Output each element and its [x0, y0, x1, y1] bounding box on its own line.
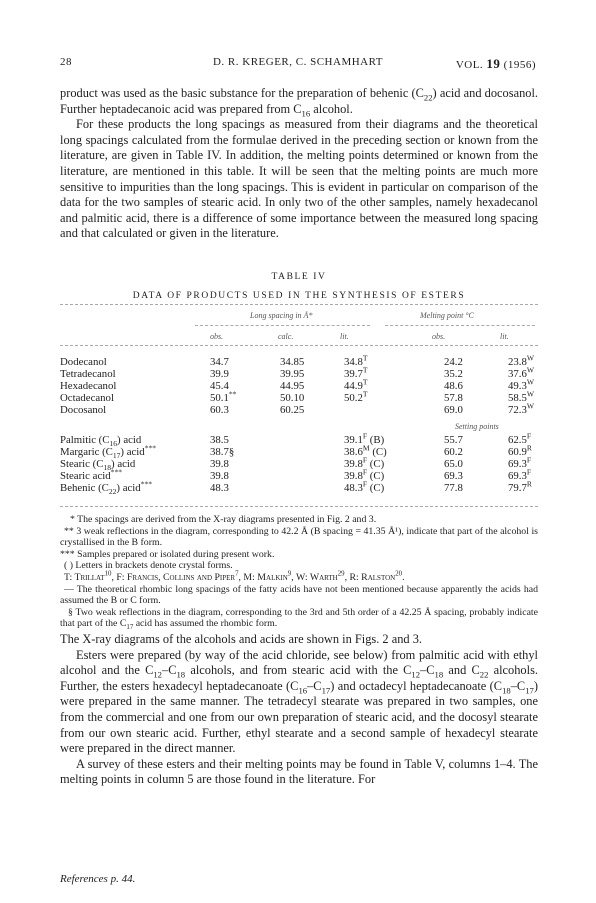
note-3: *** Samples prepared or isolated during present work. [60, 548, 275, 560]
text-span: ) acid [432, 86, 461, 100]
text-span: acid has assumed the rhombic form. [133, 618, 278, 630]
name-text: Octadecanol [60, 392, 114, 404]
cell-calc [280, 356, 304, 368]
text-span: ) were prepared in the same manner. The tetradecyl stearate was prepared in two samples, one from the commercial and one from our own preparation of stearic acid, and the docosyl stearate from our own stearic acid. Further, ethyl stearate and a second sample of hexadecyl stearate were prepared in the direct manner. [60, 678, 538, 756]
value: 69.0 [444, 404, 463, 416]
value: 34.8 [344, 356, 363, 368]
value: 39.7 [344, 368, 363, 380]
value: 48.3 [344, 482, 363, 494]
value: 60.2 [444, 446, 463, 458]
name-text: Hexadecanol [60, 380, 117, 392]
ref-marker: R [526, 479, 532, 489]
references-footer: References p. 44. [60, 873, 136, 885]
ref-sup: 20 [395, 570, 403, 578]
header-melting-point: Melting point °C [420, 311, 474, 320]
ref-marker: R [526, 443, 532, 453]
compound-name [60, 404, 106, 416]
body-text [60, 632, 538, 788]
name-text: Behenic (C [60, 482, 109, 494]
ref-marker: T [362, 377, 368, 387]
text-span: . [402, 571, 405, 583]
name-suffix: ) acid [120, 446, 145, 458]
compound-name [60, 458, 136, 473]
ref-sup: 9 [287, 570, 292, 578]
cell-obs [210, 404, 229, 416]
subscript: 17 [126, 624, 134, 632]
group-rule-melt [385, 325, 535, 326]
subscript: 22 [423, 92, 433, 103]
value: 45.4 [210, 380, 229, 392]
ref-warth: , W: Warth [291, 571, 338, 583]
table-row [60, 479, 540, 497]
text-span: alcohols. Further, the esters hexadecyl heptadecanoate (C [60, 663, 538, 693]
value: 60.9 [508, 446, 527, 458]
paragraph: For these products the long spacings as measured from their diagrams and the theoretical long spacings calculated from the formulae derived in the preceding section or known from the literature, are given in Table IV. In addition, the melting points determined or known from the literature, are mentioned in this table. It will be seen that the melting points are much more sensitive to impurities than the long spacings. This is evident in particular on comparison of the data for the two samples of stearic acid. In only two of the other samples, namely hexadecanol and palmitic acid, there is a difference of some importance between the measured long spacing and that calculated or given in the literature. [60, 117, 538, 241]
cell-obs [210, 389, 237, 404]
value: 77.8 [444, 482, 463, 494]
value: 57.8 [444, 392, 463, 404]
subscript: 12 [411, 669, 421, 680]
ref-ralston: , R: Ralston [344, 571, 396, 583]
group-rule-long [195, 325, 370, 326]
cell-obs [210, 434, 229, 446]
cell-melt-obs [444, 404, 463, 416]
table-rule-header [60, 345, 538, 346]
table-row [60, 365, 540, 380]
value: 35.2 [444, 368, 463, 380]
subscript: 17 [525, 685, 534, 696]
value: 24.2 [444, 356, 463, 368]
name-text: Margaric (C [60, 446, 113, 458]
alcohol-rows [60, 353, 540, 416]
marker: ** [228, 389, 237, 399]
setting-points-label: Setting points [455, 422, 499, 431]
name-text: Stearic acid [60, 470, 111, 482]
note-7 [60, 607, 538, 630]
text-span: ) and octadecyl heptadecanoate (C [330, 678, 503, 693]
text-span: alcohols, and from stearic acid with the C [185, 663, 412, 678]
text-span: and docosanol. Further heptadecanoic acid was prepared from C [60, 86, 538, 116]
volume-prefix: VOL. [455, 59, 484, 71]
value: 38.5 [210, 434, 229, 446]
col-obs: obs. [210, 332, 224, 341]
ref-marker: T [362, 353, 368, 363]
ref-sup: 10 [104, 570, 112, 578]
cell-melt-obs [444, 470, 463, 482]
cell-obs [210, 470, 229, 482]
name-text: Tetradecanol [60, 368, 116, 380]
value: 34.85 [280, 356, 305, 368]
body-paragraph-3: A survey of these esters and their melting points may be found in Table V, columns 1–4. The melting points in column 5 are those found in the literature. For [60, 756, 538, 787]
cell-melt-obs [444, 446, 463, 458]
name-marker: *** [144, 443, 157, 453]
value: 62.5 [508, 434, 527, 446]
cell-melt-lit [508, 401, 535, 416]
cell-melt-obs [444, 392, 463, 404]
value: 37.6 [508, 368, 527, 380]
name-suffix: ) acid [116, 482, 141, 494]
ref-marker: F [526, 467, 532, 477]
ref-francis: , F: Francis, Collins and Piper [111, 571, 236, 583]
subscript: 18 [502, 685, 511, 696]
value: 23.8 [508, 356, 527, 368]
cell-calc [280, 392, 304, 404]
value: 48.3 [210, 482, 229, 494]
ref-marker: F [362, 455, 368, 465]
col-melt-lit: lit. [500, 332, 509, 341]
crystal-form: (C) [367, 458, 385, 470]
ref-marker: F [362, 479, 368, 489]
name-text: Palmitic (C [60, 434, 110, 446]
text-span: –C [162, 663, 177, 678]
text-span: –C [510, 678, 526, 693]
ref-sup: 7 [235, 570, 239, 578]
ref-marker: T [362, 389, 368, 399]
value: 50.2 [344, 392, 363, 404]
value: 38.6 [344, 446, 363, 458]
carbon-subscript: 18 [103, 463, 112, 473]
col-lit: lit. [340, 332, 349, 341]
header-long-spacing: Long spacing in Å* [250, 311, 313, 320]
name-marker: *** [110, 467, 122, 477]
note-5 [60, 572, 538, 584]
ref-marker: F [362, 431, 368, 441]
cell-melt-obs [444, 434, 463, 446]
acid-rows [60, 431, 540, 497]
text-span: and C [443, 663, 480, 678]
carbon-subscript: 16 [109, 439, 118, 449]
cell-melt-obs [444, 458, 463, 470]
running-header [60, 56, 536, 72]
note-4: ( ) Letters in brackets denote crystal forms. [64, 560, 233, 572]
subscript: 16 [298, 685, 308, 696]
body-line-1: The X-ray diagrams of the alcohols and acids are shown in Figs. 2 and 3. [60, 632, 422, 646]
table-rule-top [60, 304, 538, 305]
compound-name [60, 356, 107, 368]
value: 49.3 [508, 380, 527, 392]
ref-marker: W [526, 401, 535, 411]
intro-line [60, 86, 538, 117]
compound-name [60, 392, 114, 404]
value: 44.9 [344, 380, 363, 392]
cell-obs [210, 458, 229, 470]
carbon-subscript: 17 [112, 451, 121, 461]
subscript: 18 [176, 669, 186, 680]
table-rule-bottom [60, 506, 538, 507]
text-span: § Two weak reflections in the diagram, corresponding to the 3rd and 5th order of a 42.25 Å spacing, probably indicate that part of the C [60, 606, 538, 630]
value: 50.10 [280, 392, 305, 404]
cell-melt-lit [508, 479, 532, 494]
volume-info [456, 56, 536, 72]
cell-calc [280, 404, 304, 416]
subscript: 16 [301, 108, 311, 119]
ref-sup: 29 [337, 570, 345, 578]
table-row [60, 431, 540, 449]
value: 39.1 [344, 434, 363, 446]
ref-marker: M [362, 443, 370, 453]
value: 50.1 [210, 392, 229, 404]
cell-obs [210, 446, 234, 458]
text-span: alcohol. [310, 101, 353, 116]
value: 60.3 [210, 404, 229, 416]
crystal-form: (B) [367, 434, 385, 446]
value: 39.8 [344, 458, 363, 470]
name-suffix: ) acid [117, 434, 142, 446]
value: 34.7 [210, 356, 229, 368]
ref-marker: W [526, 389, 535, 399]
value: 79.7 [508, 482, 527, 494]
value: 44.95 [280, 380, 305, 392]
compound-name [60, 368, 116, 380]
ref-trillat: T: Trillat [64, 571, 105, 583]
text-span: –C [420, 663, 435, 678]
cell-melt-obs [444, 482, 463, 494]
carbon-subscript: 22 [108, 487, 117, 497]
note-6: — The theoretical rhombic long spacings of the fatty acids have not been mentioned because apparently the acids had assumed the B or C form. [60, 583, 538, 607]
ref-marker: W [526, 353, 535, 363]
cell-calc [280, 380, 304, 392]
value: 39.8 [210, 470, 229, 482]
crystal-form: (C) [367, 470, 385, 482]
compound-name [60, 380, 116, 392]
subscript: 18 [434, 669, 444, 680]
col-melt-obs: obs. [432, 332, 446, 341]
cell-obs [210, 356, 229, 368]
value: 39.8 [210, 458, 229, 470]
name-suffix: ) acid [111, 458, 136, 470]
text-span: –C [307, 678, 322, 693]
name-text: Dodecanol [60, 356, 107, 368]
name-text: Stearic (C [60, 458, 104, 470]
intro-text [60, 86, 538, 242]
cell-melt-obs [444, 380, 463, 392]
compound-name [60, 479, 153, 497]
ref-marker: W [526, 377, 535, 387]
note-1: * The spacings are derived from the X-ray diagrams presented in Fig. 2 and 3. [70, 514, 377, 525]
cell-obs [210, 380, 229, 392]
ref-marker: F [362, 467, 368, 477]
ref-marker: W [526, 365, 535, 375]
ref-marker: F [526, 455, 532, 465]
value: 39.8 [344, 470, 363, 482]
table-row [60, 353, 540, 368]
cell-melt-obs [444, 356, 463, 368]
cell-melt-obs [444, 368, 463, 380]
subscript: 17 [321, 685, 331, 696]
subscript: 22 [479, 669, 489, 680]
volume-number: 19 [486, 56, 501, 71]
table-row [60, 377, 540, 392]
value: 38.7§ [210, 446, 235, 458]
cell-calc [280, 368, 304, 380]
value: 55.7 [444, 434, 463, 446]
note-2: ** 3 weak reflections in the diagram, corresponding to 42.2 Å (B spacing = 41.35 Å¹), indicate that part of the alcohol is crystallised in the B form. [60, 525, 538, 549]
crystal-form: (C) [369, 446, 387, 458]
name-marker: *** [140, 479, 153, 489]
value: 72.3 [508, 404, 527, 416]
ref-marker: T [362, 365, 368, 375]
table-row [60, 401, 540, 416]
value: 58.5 [508, 392, 527, 404]
cell-lit [344, 389, 368, 404]
text-span: product was used as the basic substance for the preparation of behenic (C [60, 86, 424, 100]
table-title: TABLE IV [271, 272, 327, 282]
crystal-form: (C) [367, 482, 385, 494]
value: 60.25 [280, 404, 305, 416]
value: 65.0 [444, 458, 463, 470]
ref-marker: F [526, 431, 532, 441]
compound-name [60, 434, 142, 449]
cell-obs [210, 368, 229, 380]
value: 48.6 [444, 380, 463, 392]
text-span: Esters were prepared (by way of the acid chloride, see below) from palmitic acid with ethyl alcohol and the C [60, 647, 538, 678]
table-row [60, 389, 540, 404]
value: 39.95 [280, 368, 305, 380]
year: (1956) [503, 59, 536, 71]
body-paragraph-2 [60, 648, 538, 757]
page-number: 28 [60, 56, 72, 68]
name-text: Docosanol [60, 404, 107, 416]
subscript: 12 [153, 669, 162, 680]
value: 69.3 [508, 458, 527, 470]
value: 69.3 [444, 470, 463, 482]
running-head-authors: D. R. KREGER, C. SCHAMHART [212, 56, 384, 68]
value: 39.9 [210, 368, 229, 380]
cell-lit [344, 479, 385, 494]
table-notes [60, 514, 538, 630]
col-calc: calc. [278, 332, 294, 341]
cell-obs [210, 482, 229, 494]
table-caption: DATA OF PRODUCTS USED IN THE SYNTHESIS OF ESTERS [132, 291, 466, 301]
ref-malkin: , M: Malkin [238, 571, 288, 583]
value: 69.3 [508, 470, 527, 482]
